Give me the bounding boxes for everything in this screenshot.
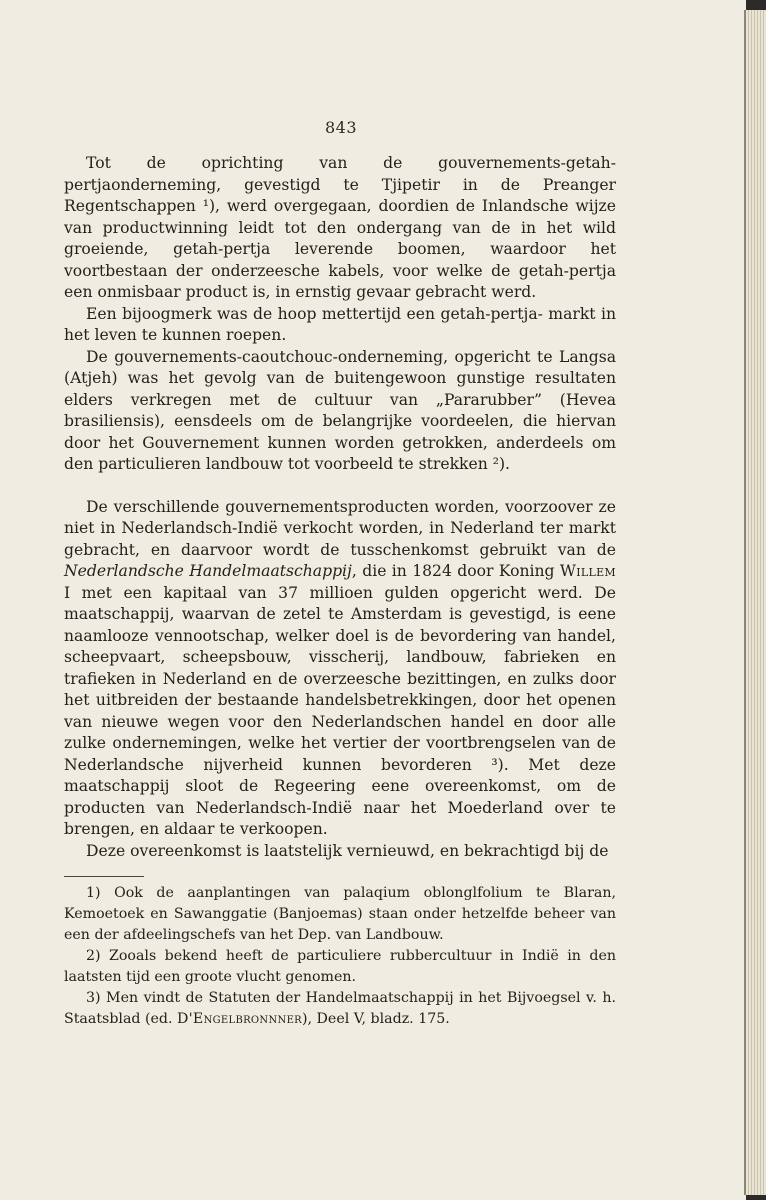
para4-text-3: I met een kapitaal van 37 millioen gulden opgericht werd. De maatschappij, waarvan de zetel te Amsterdam is gevestigd, is eene naamlooze vennootschap, welker doel is de bevordering van handel, scheepvaart, scheepsbouw, visscherij, landbouw, fabrieken en trafieken in Nederland en de overzeesche bezittingen, en zulks door het uitbreiden der bestaande handelsbetrekkingen, door het openen van nieuwe wegen voor den Nederlandschen handel en door alle zulke ondernemingen, welke het vertier der voortbrengselen van de Nederlandsche nijverheid kunnen bevorderen ³). Met deze maatschappij sloot de Regeering eene overeenkomst, om de producten van Nederlandsch-Indië naar het Moederland over te brengen, en aldaar te verkoopen. (64, 583, 616, 838)
footnotes (64, 876, 616, 1030)
footnote-rule (64, 876, 144, 877)
footnote-2: 2) Zooals bekend heeft de particuliere rubbercultuur in Indië in den laatsten tijd een groote vlucht genomen. (64, 948, 616, 985)
footnote-1: 1) Ook de aanplantingen van palaqium oblonglfolium te Blaran, Kemoetoek en Sawanggatie (Banjoemas) staan onder hetzelfde beheer van een der afdeelingschefs van het Dep. van Landbouw. (64, 885, 616, 943)
body-text (64, 153, 616, 862)
paragraph-caoutchouc: De gouvernements-caoutchouc-onderneming, opgericht te Langsa (Atjeh) was het gevolg van de buitengewoon gunstige resultaten elders verkregen met de cultuur van „Pararubber” (Hevea brasiliensis), eensdeels om de belangrijke voordeelen, die hiervan door het Gouvernement kunnen worden getrokken, anderdeels om den particulieren landbouw tot voorbeeld te strekken ²). (64, 347, 616, 473)
para4-text-1: De verschillende gouvernementsproducten worden, voorzoover ze niet in Nederlandsch-Indië verkocht worden, in Nederland ter markt gebracht, en daarvoor wordt de tusschenkomst gebruikt van de (64, 497, 616, 559)
footnote-3-text-2: ), Deel V, bladz. 175. (302, 1011, 450, 1027)
company-name: Nederlandsche Handelmaatschappij (64, 562, 352, 580)
page-edge (744, 10, 766, 1195)
paragraph-overeenkomst: Deze overeenkomst is laatstelijk vernieuwd, en bekrachtigd bij de (86, 841, 609, 860)
king-name: Willem (559, 562, 616, 580)
para4-text-2: , die in 1824 door Koning (351, 562, 555, 580)
page-number: 843 (324, 118, 358, 137)
paragraph-handelmaatschappij (64, 497, 616, 841)
footnote-3-author: D'Engelbronnner (177, 1011, 302, 1027)
paragraph-getah-pertja: Tot de oprichting van de gouvernements-getah-pertjaonderneming, gevestigd te Tjipetir in de Preanger Regentschappen ¹), werd overgegaan, doordien de Inlandsche wijze van productwinning leidt tot den ondergang van de in het wild groeiende, getah-pertja leverende boomen, waardoor het voortbestaan der onderzeesche kabels, voor welke de getah-pertja een onmisbaar product is, in ernstig gevaar gebracht werd. (64, 154, 616, 301)
paragraph-bijoogmerk: Een bijoogmerk was de hoop mettertijd een getah-pertja- markt in het leven te kunnen roepen. (64, 304, 616, 344)
footnote-3-text-1: 3) Men vindt de Statuten der Handelmaatschappij in het Bijvoegsel v. h. Staatsblad (ed. (64, 990, 616, 1027)
footnote-3 (64, 988, 616, 1030)
